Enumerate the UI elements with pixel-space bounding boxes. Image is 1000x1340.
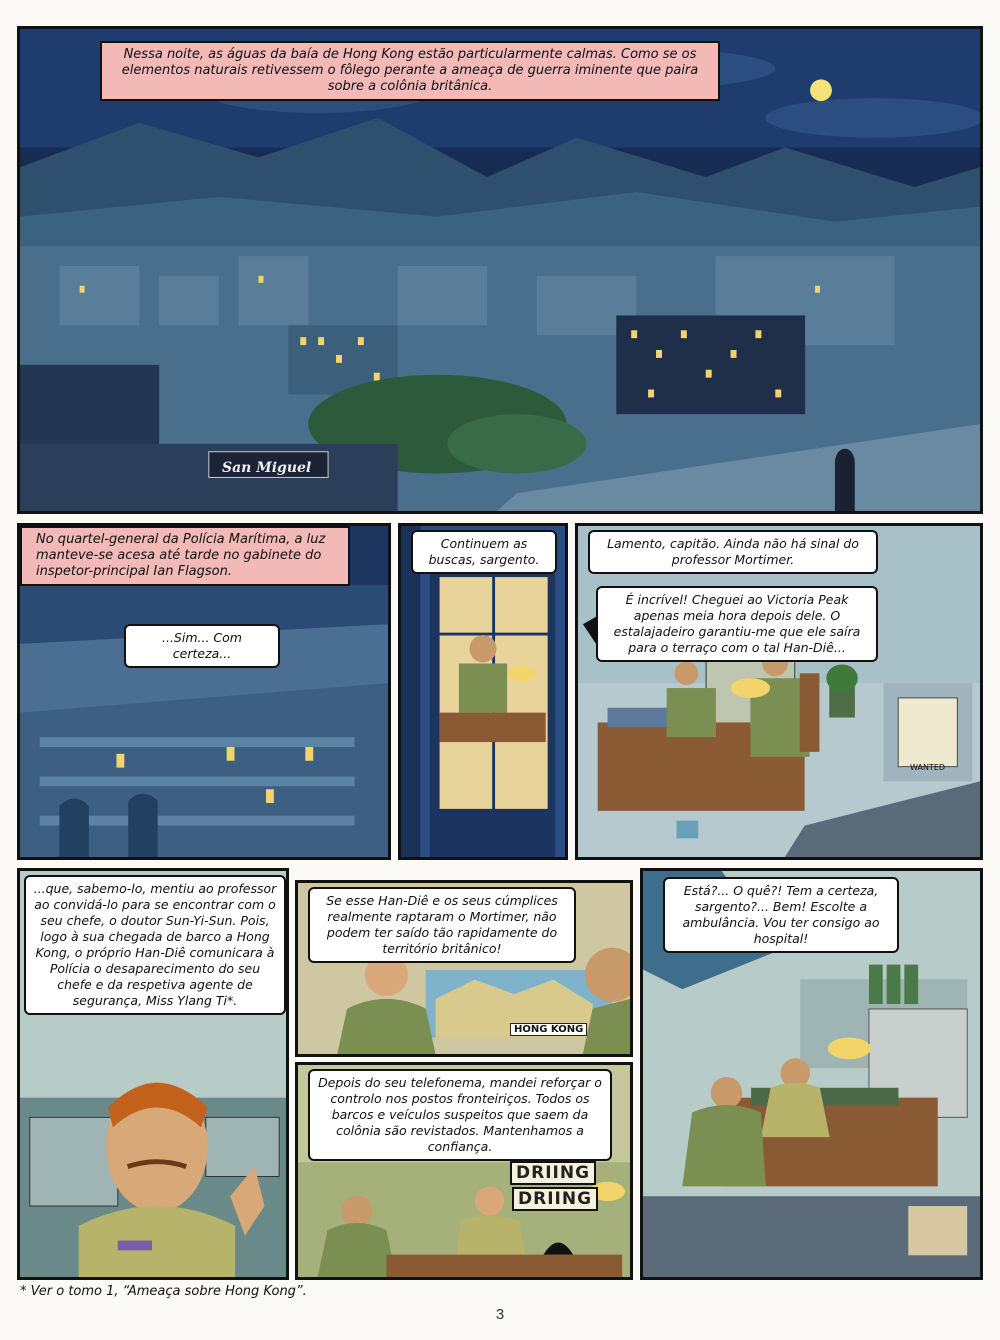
panel-1-caption: Nessa noite, as águas da baía de Hong Kong estão particularmente calmas. Como se os elementos naturais retivessem o fôlego perante a ameaça de guerra iminente que paira sobre a colônia britânica. <box>100 41 720 101</box>
panel-3-speech-bubble: Continuem as buscas, sargento. <box>411 530 557 574</box>
san-miguel-sign: San Miguel <box>222 460 312 476</box>
panel-3-office-window <box>398 523 568 860</box>
page-number: 3 <box>495 1306 505 1323</box>
panel-4-speech-bubble-2: É incrível! Cheguei ao Victoria Peak apenas meia hora depois dele. O estalajadeiro garantiu-me que ele saíra para o terraço com o tal Han-Diê... <box>596 586 878 662</box>
wanted-poster-label: WANTED <box>910 763 946 772</box>
panel-5-speech-bubble: ...que, sabemo-lo, mentiu ao professor ao convidá-lo para se encontrar com o seu chefe, o doutor Sun-Yi-Sun. Pois, logo à sua chegada de barco a Hong Kong, o próprio Han-Diê comunicara à Polícia o desaparecimento do seu chefe e da respetiva agente de segurança, Miss Ylang Ti*. <box>24 875 286 1015</box>
panel-4-speech-bubble-1: Lamento, capitão. Ainda não há sinal do professor Mortimer. <box>588 530 878 574</box>
panel-1-hongkong-night <box>17 26 983 514</box>
panel-3-illustration <box>401 526 565 857</box>
panel-7-phone-ringing <box>295 1062 633 1280</box>
panel-1-illustration <box>20 29 980 511</box>
hong-kong-map-label: HONG KONG <box>510 1023 587 1036</box>
phone-ring-sound-1: DRIING <box>510 1161 596 1185</box>
panel-6-speech-bubble: Se esse Han-Diê e os seus cúmplices realmente raptaram o Mortimer, não podem ter saído tão rapidamente do território britânico! <box>308 887 576 963</box>
panel-2-speech-bubble: ...Sim... Com certeza... <box>124 624 280 668</box>
panel-6-map-scene <box>295 880 633 1057</box>
panel-5-flagson-closeup <box>17 868 289 1280</box>
panel-4-illustration <box>578 526 980 857</box>
panel-2-caption: No quartel-general da Polícia Marítima, a luz manteve-se acesa até tarde no gabinete do inspetor-principal Ian Flagson. <box>20 526 350 586</box>
panel-8-speech-bubble: Está?... O quê?! Tem a certeza, sargento?... Bem! Escolte a ambulância. Vou ter consigo ao hospital! <box>663 877 899 953</box>
panel-8-officer-phone <box>640 868 983 1280</box>
panel-4-office-conversation <box>575 523 983 860</box>
panel-2-police-hq <box>17 523 391 860</box>
footnote: * Ver o tomo 1, “Ameaça sobre Hong Kong”. <box>20 1284 307 1299</box>
panel-7-speech-bubble: Depois do seu telefonema, mandei reforçar o controlo nos postos fronteiriços. Todos os barcos e veículos suspeitos que saem da colônia são revistados. Mantenhamos a confiança. <box>308 1069 612 1161</box>
phone-ring-sound-2: DRIING <box>512 1187 598 1211</box>
moon-icon <box>810 79 832 101</box>
